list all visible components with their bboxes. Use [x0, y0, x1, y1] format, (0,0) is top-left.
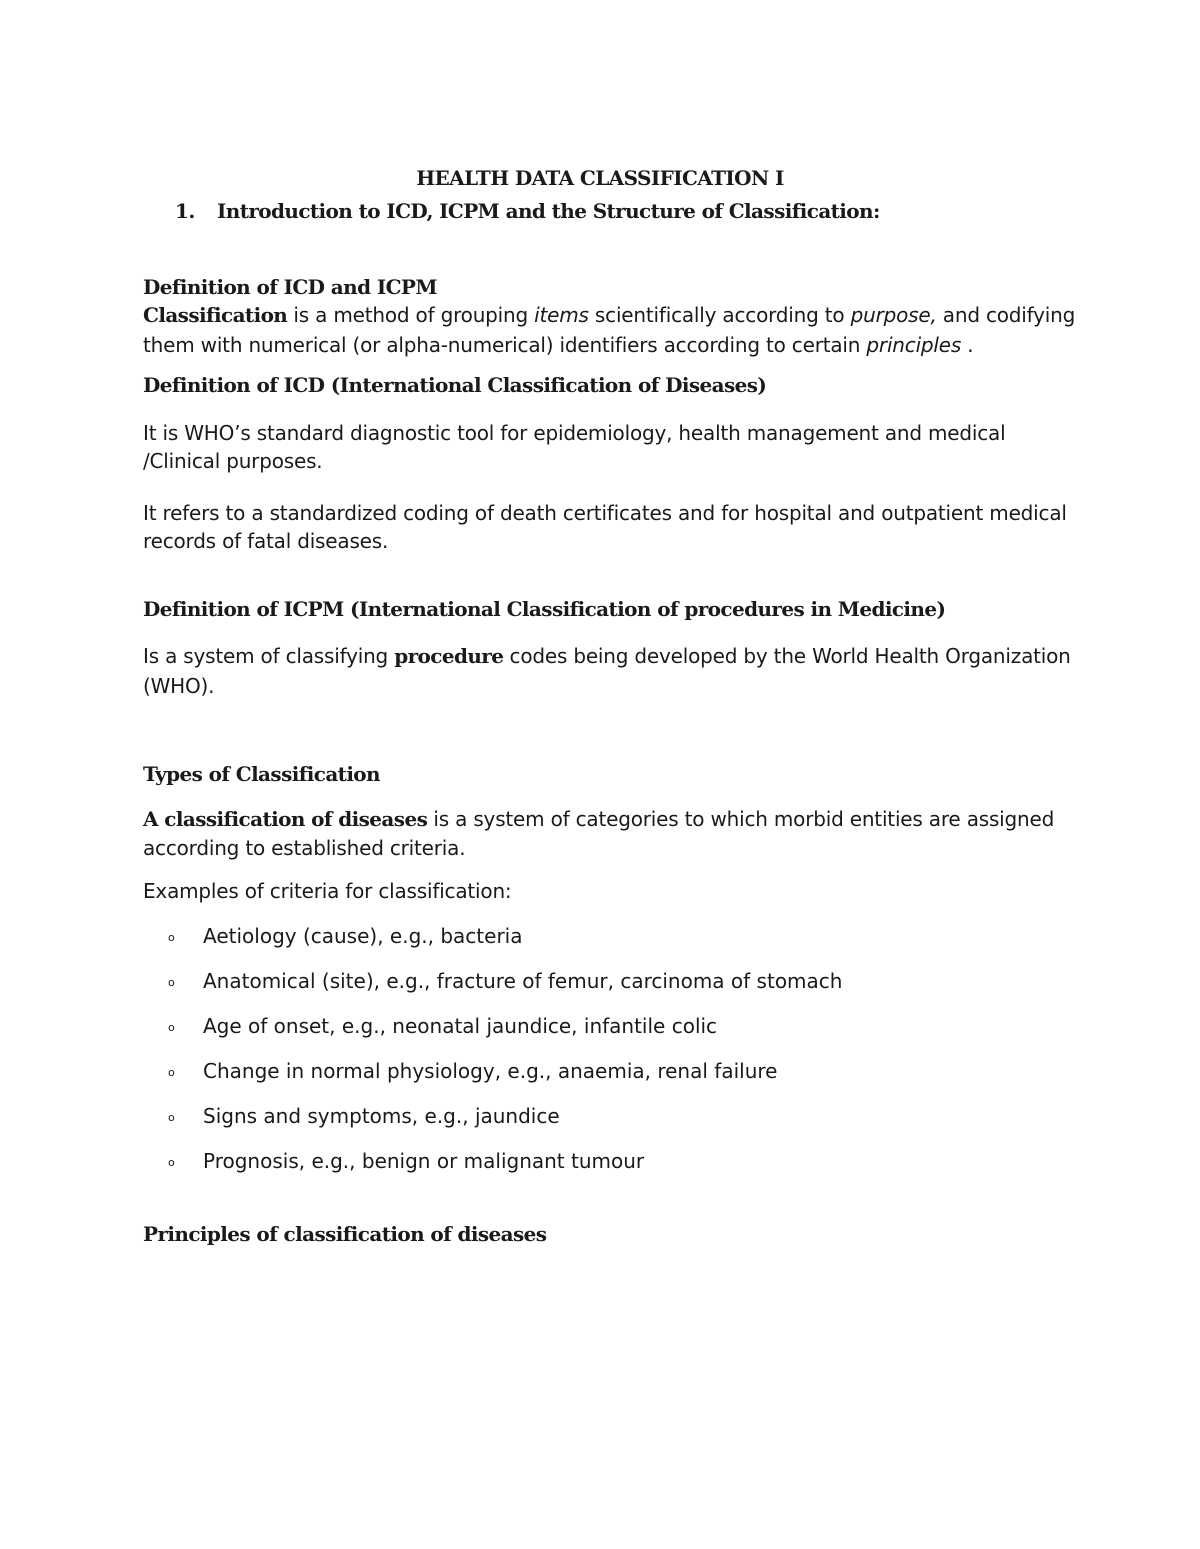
text-run: Is a system of classifying — [143, 644, 395, 668]
list-item-text: Prognosis, e.g., benign or malignant tumour — [203, 1149, 645, 1173]
paragraph-types-line-2: according to established criteria. — [143, 836, 466, 860]
emphasis-principles: principles — [866, 333, 962, 357]
text-run: is a system of categories to which morbid entities are assigned — [427, 807, 1055, 831]
list-item — [168, 1149, 644, 1173]
paragraph-types-line-1 — [143, 804, 1054, 834]
paragraph-classification-line-2 — [143, 330, 973, 360]
list-item-text: Signs and symptoms, e.g., jaundice — [203, 1104, 560, 1128]
paragraph-icpm-line-2: (WHO). — [143, 674, 215, 698]
section-number: 1. — [175, 199, 195, 223]
paragraph-icd-2-line-1: It refers to a standardized coding of death certificates and for hospital and outpatient medical — [143, 501, 1067, 525]
term-classification: Classification — [143, 303, 288, 327]
text-run: and codifying — [936, 303, 1076, 327]
paragraph-icd-1-line-1: It is WHO’s standard diagnostic tool for epidemiology, health management and medical — [143, 421, 1006, 445]
list-item-text: Anatomical (site), e.g., fracture of femur, carcinoma of stomach — [203, 969, 843, 993]
heading-def-icd-icpm: Definition of ICD and ICPM — [143, 275, 437, 299]
bullet-marker-icon: o — [168, 1156, 175, 1169]
text-run: is a method of grouping — [287, 303, 535, 327]
text-run: codes being developed by the World Health Organization — [503, 644, 1071, 668]
paragraph-icd-2-line-2: records of fatal diseases. — [143, 529, 389, 553]
text-run: scientifically according to — [588, 303, 851, 327]
heading-types: Types of Classification — [143, 762, 380, 786]
section-heading-text: Introduction to ICD, ICPM and the Structure of Classification: — [217, 199, 880, 223]
list-item — [168, 1014, 717, 1038]
bullet-marker-icon: o — [168, 1021, 175, 1034]
emphasis-items: items — [534, 303, 589, 327]
bullet-marker-icon: o — [168, 931, 175, 944]
heading-principles: Principles of classification of diseases — [143, 1222, 547, 1246]
list-item-text: Change in normal physiology, e.g., anaemia, renal failure — [203, 1059, 778, 1083]
list-item — [168, 1104, 560, 1128]
term-classification-of-diseases: A classification of diseases — [143, 807, 428, 831]
paragraph-icpm-line-1 — [143, 641, 1071, 671]
bullet-marker-icon: o — [168, 976, 175, 989]
text-run: them with numerical (or alpha-numerical) identifiers according to certain — [143, 333, 867, 357]
document-title: HEALTH DATA CLASSIFICATION I — [416, 166, 784, 190]
bullet-marker-icon: o — [168, 1066, 175, 1079]
paragraph-icd-1-line-2: /Clinical purposes. — [143, 449, 323, 473]
section-heading — [175, 199, 880, 223]
term-procedure: procedure — [394, 644, 504, 668]
heading-def-icpm: Definition of ICPM (International Classification of procedures in Medicine) — [143, 597, 946, 621]
examples-intro: Examples of criteria for classification: — [143, 879, 512, 903]
list-item-text: Age of onset, e.g., neonatal jaundice, infantile colic — [203, 1014, 718, 1038]
list-item — [168, 1059, 777, 1083]
text-run: . — [961, 333, 974, 357]
list-item — [168, 924, 522, 948]
emphasis-purpose: purpose, — [850, 303, 937, 327]
list-item — [168, 969, 842, 993]
list-item-text: Aetiology (cause), e.g., bacteria — [203, 924, 523, 948]
heading-def-icd: Definition of ICD (International Classification of Diseases) — [143, 373, 767, 397]
bullet-marker-icon: o — [168, 1111, 175, 1124]
paragraph-classification-line-1 — [143, 300, 1075, 330]
